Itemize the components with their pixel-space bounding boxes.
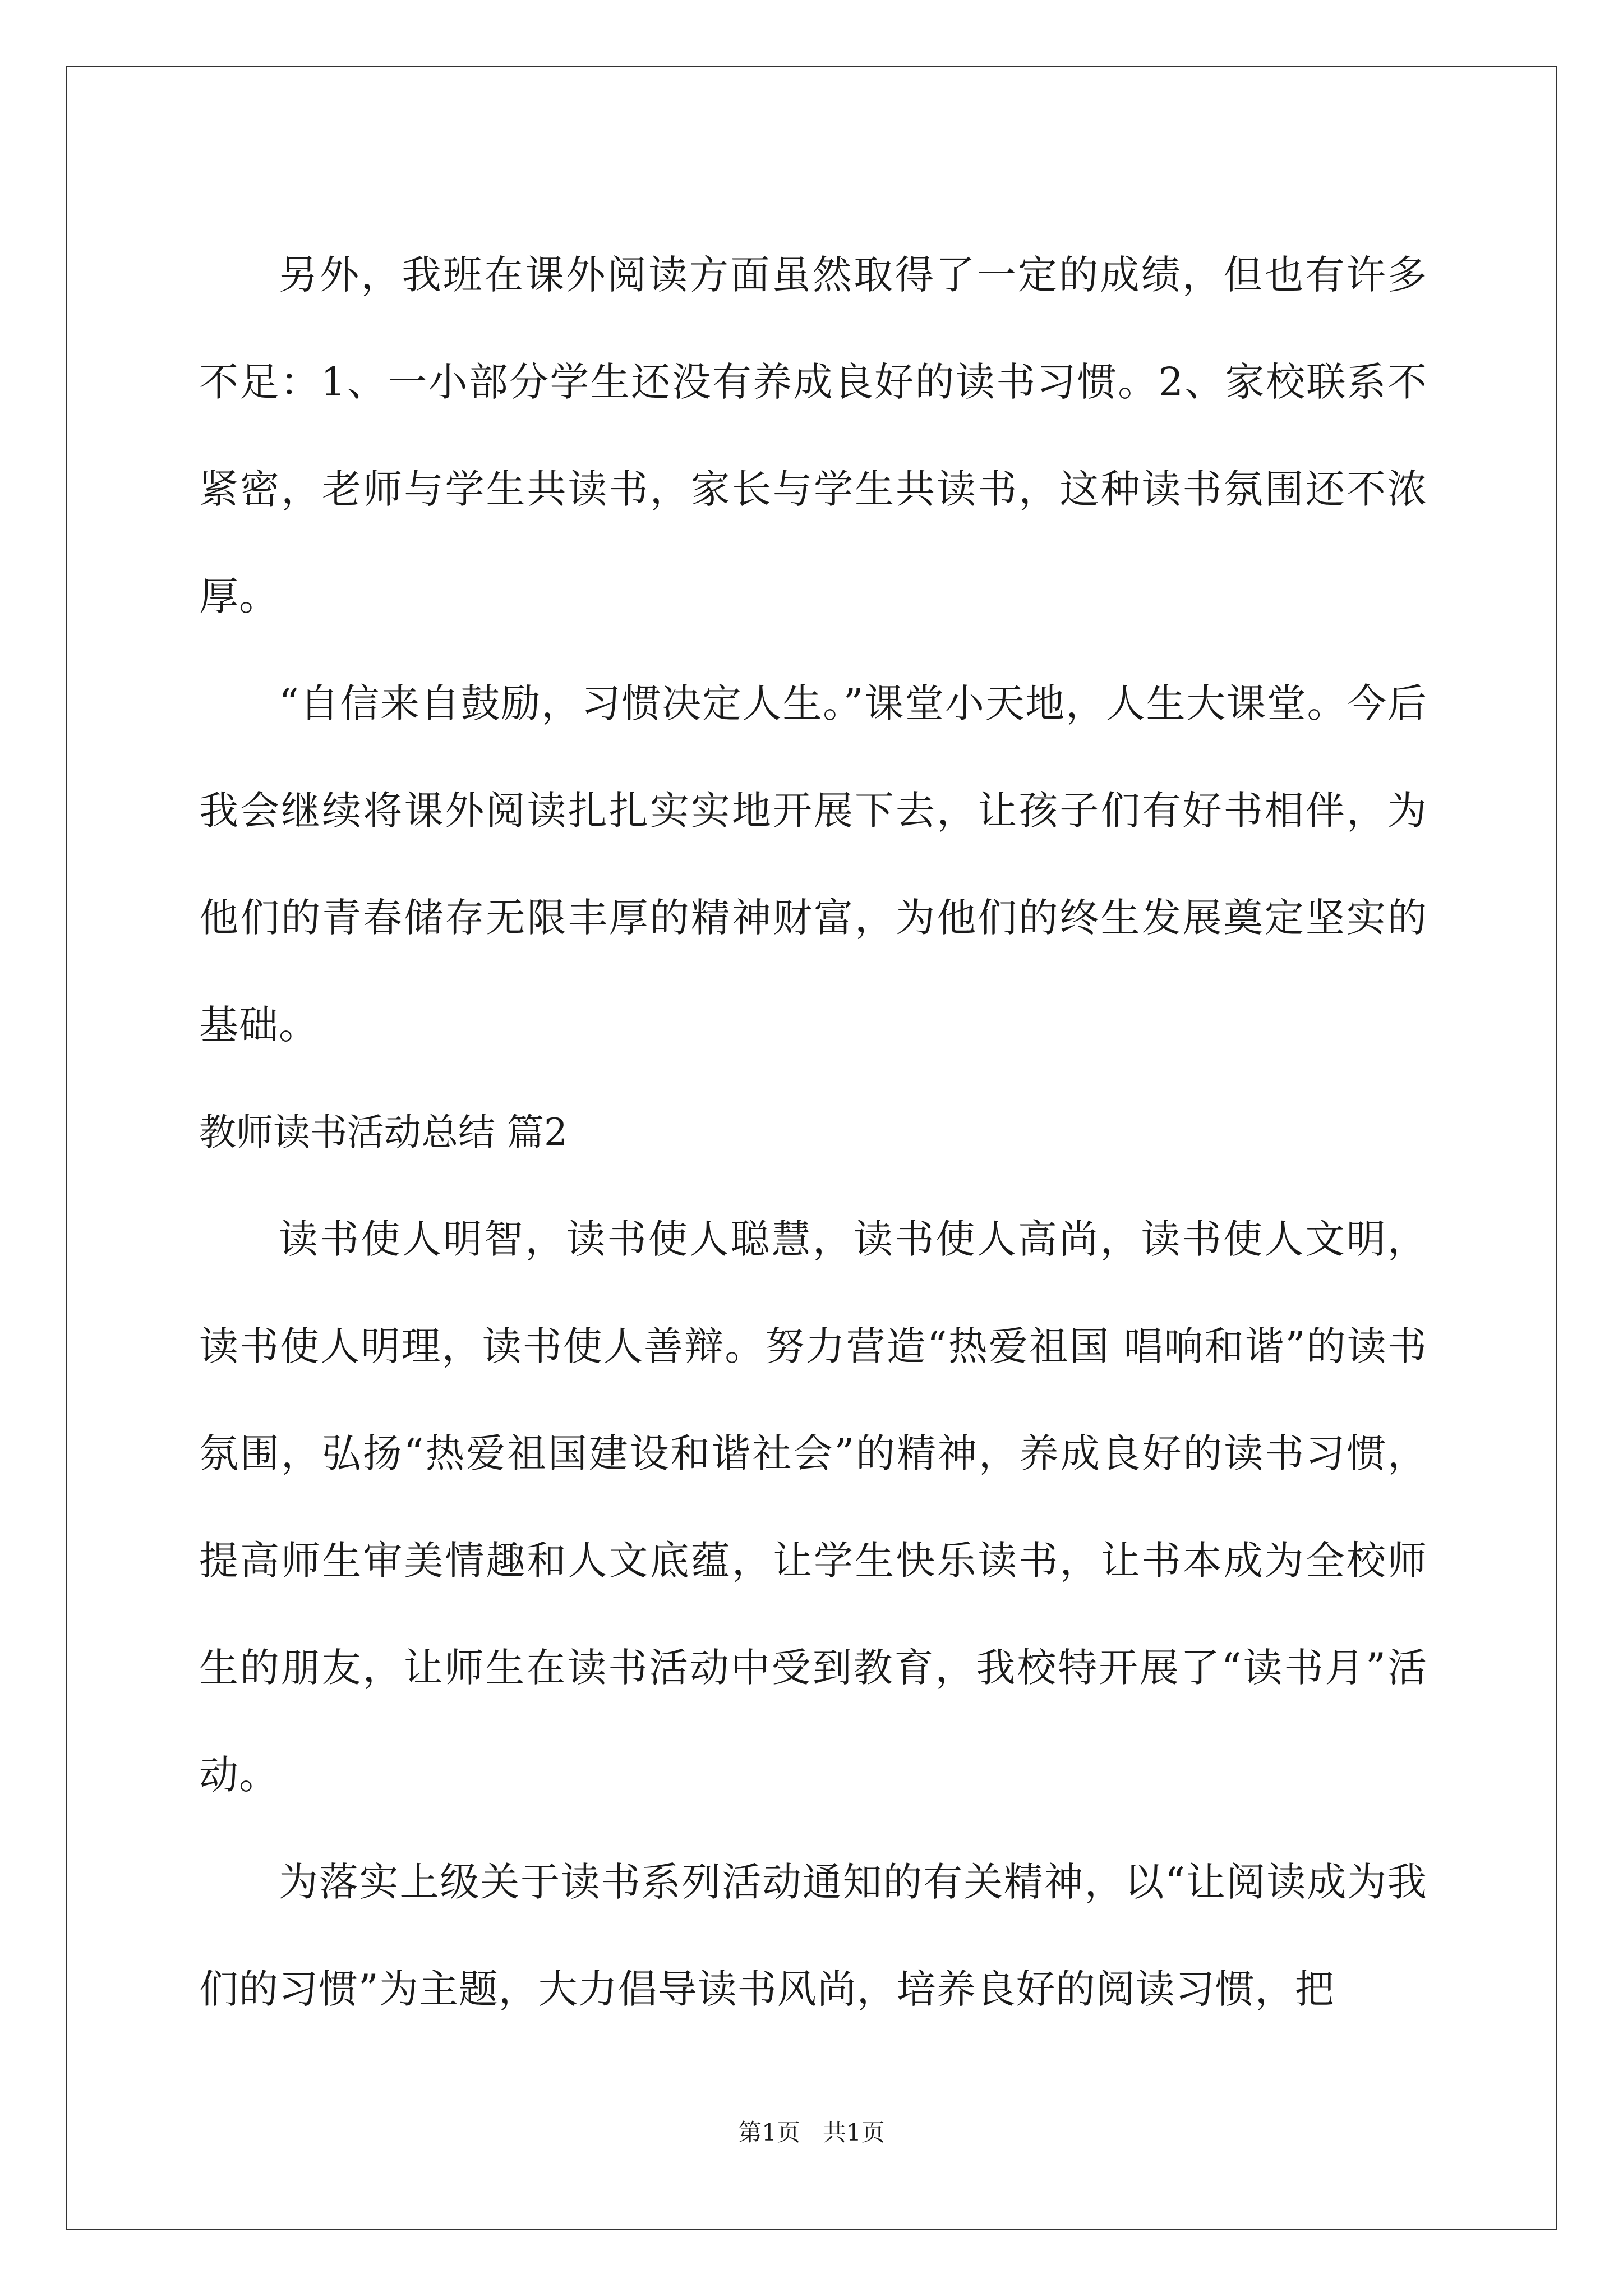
section-heading: 教师读书活动总结 篇2	[199, 1111, 568, 1154]
paragraph: 为落实上级关于读书系列活动通知的有关精神，以“让阅读成为我们的习惯”为主题，大力倡导读书风尚，培养良好的阅读习惯，把	[199, 1859, 1427, 2012]
page-number: 第1页	[738, 2119, 800, 2146]
paragraph: 读书使人明智，读书使人聪慧，读书使人高尚，读书使人文明，读书使人明理，读书使人善辩。努力营造“热爱祖国 唱响和谐”的读书氛围，弘扬“热爱祖国建设和谐社会”的精神，养成良好的读书习惯，提高师生审美情趣和人文底蕴，让学生快乐读书，让书本成为全校师生的朋友，让师生在读书活动中受到教育，我校特开展了“读书月”活动。	[199, 1216, 1427, 1798]
paragraph: 另外，我班在课外阅读方面虽然取得了一定的成绩，但也有许多不足：1、一小部分学生还没有养成良好的读书习惯。2、家校联系不紧密，老师与学生共读书，家长与学生共读书，这种读书氛围还不浓厚。	[199, 252, 1427, 619]
page-footer	[0, 2116, 1623, 2150]
paragraph: “自信来自鼓励，习惯决定人生。”课堂小天地，人生大课堂。今后我会继续将课外阅读扎扎实实地开展下去，让孩子们有好书相伴，为他们的青春储存无限丰厚的精神财富，为他们的终生发展奠定坚实的基础。	[199, 680, 1427, 1048]
page-total: 共1页	[823, 2119, 885, 2146]
document-body	[199, 222, 1427, 2043]
